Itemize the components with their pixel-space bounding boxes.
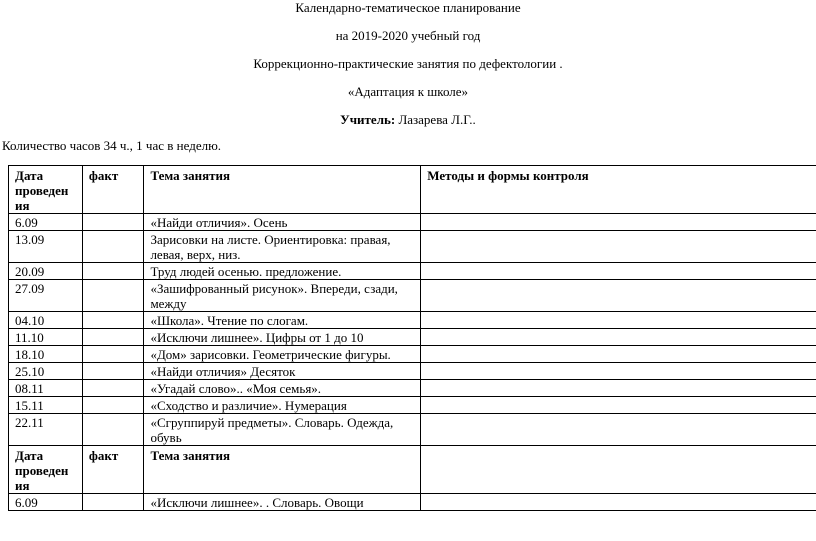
cell-topic: «Исключи лишнее». . Словарь. Овощи: [144, 494, 421, 511]
table-row: [9, 329, 816, 346]
cell-methods: [421, 280, 816, 312]
header-date: Дата проведен ия: [9, 166, 83, 214]
cell-topic: «Найди отличия» Десяток: [144, 363, 421, 380]
cell-date: 20.09: [9, 263, 83, 280]
cell-methods: [421, 414, 816, 446]
header-methods: Методы и формы контроля: [421, 166, 816, 214]
cell-fact: [82, 263, 144, 280]
cell-date: 08.11: [9, 380, 83, 397]
table-row: [9, 263, 816, 280]
cell-topic: «Дом» зарисовки. Геометрические фигуры.: [144, 346, 421, 363]
cell-fact: [82, 414, 144, 446]
cell-fact: [82, 214, 144, 231]
cell-date: 04.10: [9, 312, 83, 329]
table-row: [9, 214, 816, 231]
table-row: [9, 280, 816, 312]
hours-note: Количество часов 34 ч., 1 час в неделю.: [2, 138, 222, 153]
table-row: [9, 346, 816, 363]
cell-fact: [82, 231, 144, 263]
cell-methods: [421, 214, 816, 231]
table-row: [9, 312, 816, 329]
cell-fact: [82, 363, 144, 380]
cell-topic: «Зашифрованный рисунок». Впереди, сзади, между: [144, 280, 421, 312]
cell-date: 27.09: [9, 280, 83, 312]
cell-methods: [421, 263, 816, 280]
cell-date: 11.10: [9, 329, 83, 346]
header-fact: факт: [82, 166, 144, 214]
cell-topic: «Сходство и различие». Нумерация: [144, 397, 421, 414]
cell-methods: [421, 312, 816, 329]
cell-fact: [82, 312, 144, 329]
cell-fact: [82, 329, 144, 346]
schedule-table: [8, 165, 816, 511]
cell-topic: Труд людей осенью. предложение.: [144, 263, 421, 280]
table-header-row-2: [9, 446, 816, 494]
cell-fact: [82, 397, 144, 414]
cell-methods: [421, 329, 816, 346]
cell-methods: [421, 231, 816, 263]
cell-topic: «Исключи лишнее». Цифры от 1 до 10: [144, 329, 421, 346]
table-row: [9, 363, 816, 380]
title-line-4: «Адаптация к школе»: [347, 84, 469, 99]
cell-fact: [82, 346, 144, 363]
cell-date: 6.09: [9, 494, 83, 511]
table-row: [9, 231, 816, 263]
table-row: [9, 397, 816, 414]
cell-topic: «Угадай слово».. «Моя семья».: [144, 380, 421, 397]
cell-date: 18.10: [9, 346, 83, 363]
cell-fact: [82, 380, 144, 397]
cell-date: 15.11: [9, 397, 83, 414]
cell-topic: «Найди отличия». Осень: [144, 214, 421, 231]
table-header-row: [9, 166, 816, 214]
cell-topic: Зарисовки на листе. Ориентировка: правая, левая, верх, низ.: [144, 231, 421, 263]
header-topic: Тема занятия: [144, 446, 421, 494]
cell-date: 6.09: [9, 214, 83, 231]
table-row: [9, 494, 816, 511]
teacher-label: Учитель:: [340, 112, 396, 127]
header-fact: факт: [82, 446, 144, 494]
cell-date: 25.10: [9, 363, 83, 380]
header-topic: Тема занятия: [144, 166, 421, 214]
title-line-2: на 2019-2020 учебный год: [335, 28, 481, 43]
teacher-line: [0, 112, 816, 128]
cell-methods: [421, 363, 816, 380]
cell-date: 22.11: [9, 414, 83, 446]
cell-topic: «Школа». Чтение по слогам.: [144, 312, 421, 329]
title-line-3: Коррекционно-практические занятия по дефектологии .: [253, 56, 563, 71]
header-date: Дата проведен ия: [9, 446, 83, 494]
header-methods: [421, 446, 816, 494]
table-row: [9, 414, 816, 446]
cell-methods: [421, 397, 816, 414]
table-row: [9, 380, 816, 397]
cell-methods: [421, 380, 816, 397]
cell-topic: «Сгруппируй предметы». Словарь. Одежда, обувь: [144, 414, 421, 446]
title-line-1: Календарно-тематическое планирование: [295, 0, 521, 15]
cell-date: 13.09: [9, 231, 83, 263]
cell-methods: [421, 494, 816, 511]
cell-fact: [82, 494, 144, 511]
cell-methods: [421, 346, 816, 363]
teacher-name: Лазарева Л.Г..: [395, 112, 476, 127]
cell-fact: [82, 280, 144, 312]
